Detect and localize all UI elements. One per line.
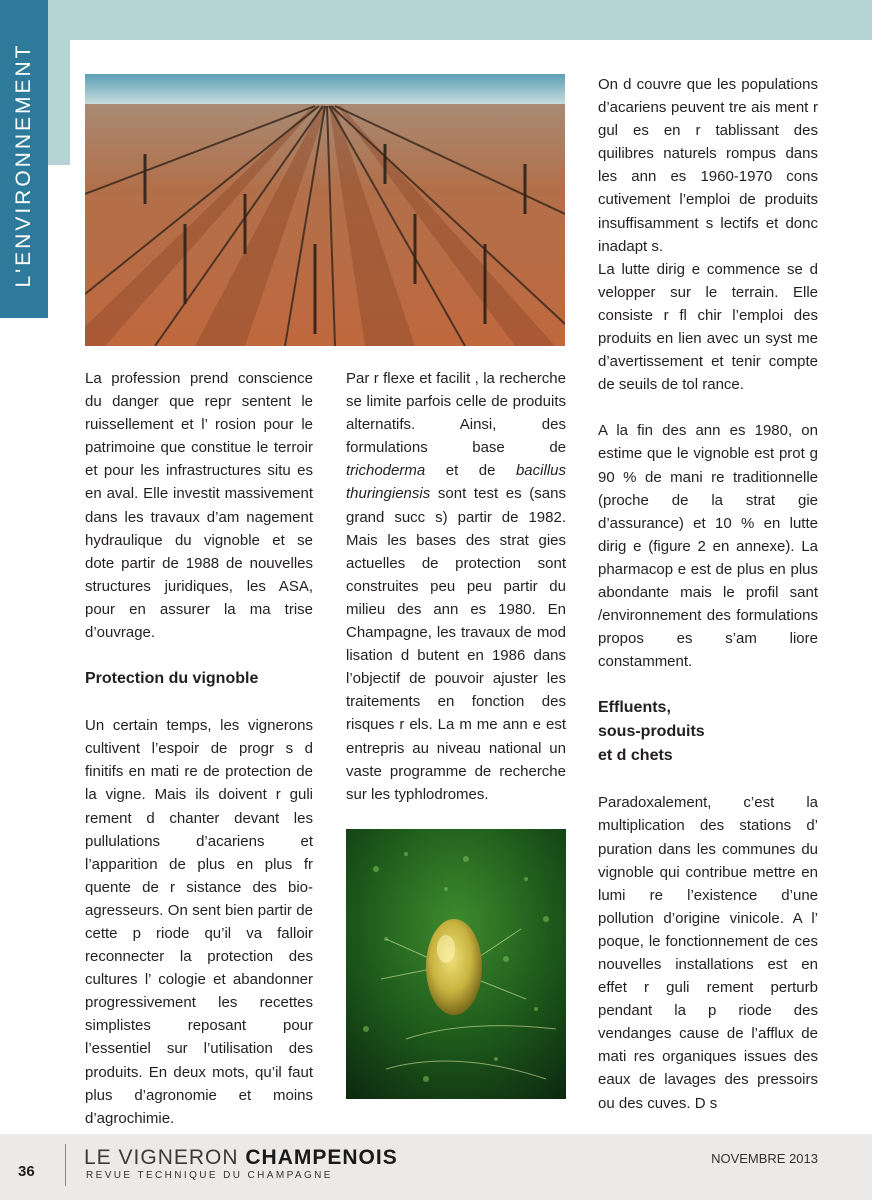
italic-term: bacillus thuringiensis bbox=[346, 462, 566, 503]
paragraph: Par r flexe et facilit , la recherche se limite parfois celle de produits alternatifs. Ainsi, des formulations base de trichoderma et de bacillus thuringiensis sont test es (sans grand succ s) partir de 1982. Mais les bases des strat gies actuelles de protection sont construites peu peu partir du milieu des ann es 1980. En Champagne, les travaux de mod lisation d butent en 1986 dans l’objectif de pouvoir ajuster les traitements en fonction des risques r els. La m me ann e est entrepris au niveau national un vaste programme de recherche sur les typhlodromes. bbox=[346, 370, 566, 803]
footer-divider bbox=[65, 1144, 66, 1186]
mite-photo bbox=[346, 829, 566, 1099]
text-column-2 bbox=[346, 367, 566, 806]
magazine-subtitle: REVUE TECHNIQUE DU CHAMPAGNE bbox=[86, 1170, 333, 1181]
text-column-3 bbox=[598, 73, 818, 1115]
text-column-1 bbox=[85, 367, 313, 1130]
paragraph: Un certain temps, les vignerons cultivent l’espoir de progr s d finitifs en mati re de protection de la vigne. Mais ils doivent r guli rement d chanter devant les pullulations d’acariens et l’apparition de plus en plus fr quente de r sistance des bio-agresseurs. On sent bien partir de cette p riode qu’il va falloir reconnecter la protection des cultures l’ cologie et abandonner progressivement les recettes simplistes reposant pour l’essentiel sur l’utilisation des produits. En deux mots, qu’il faut plus d’agronomie et moins d’agrochimie. bbox=[85, 717, 313, 1127]
section-heading-protection: Protection du vignoble bbox=[85, 670, 259, 688]
paragraph: La profession prend conscience du danger que repr sentent le ruissellement et l’ rosion pour le patrimoine que constitue le terroir et pour les infrastructures situ es en aval. Elle investit massivement dans les travaux d’am nagement hydraulique du vignoble et se dote partir de 1988 de nouvelles structures juridiques, les ASA, pour en assurer la ma trise d’ouvrage. bbox=[85, 370, 313, 642]
vineyard-photo bbox=[85, 74, 565, 346]
issue-date: NOVEMBRE 2013 bbox=[711, 1151, 818, 1166]
section-tab-accent bbox=[48, 0, 70, 165]
paragraph: A la fin des ann es 1980, on estime que le vignoble est prot g 90 % de mani re traditionnelle (proche de la strat gie d’assurance) et 10 % en lutte dirig e (figure 2 en annexe). La pharmacop e est de plus en plus abondante mais le profil sant /environnement des formulations propos es s’am liore constamment. bbox=[598, 422, 818, 671]
top-color-band bbox=[70, 0, 872, 40]
paragraph: Paradoxalement, c’est la multiplication des stations d’ puration dans les communes du vignoble qui contribue mettre en lumi re l’existence d’une pollution d’origine vinicole. A l’ poque, le fonctionnement de ces nouvelles installations est en effet r guli rement perturb pendant la p riode des vendanges cause de l’afflux de mati res organiques issues des eaux de lavages des pressoirs ou des cuves. D s bbox=[598, 794, 818, 1112]
page-number: 36 bbox=[18, 1163, 35, 1180]
section-heading-effluents: Effluents, sous-produits et d chets bbox=[598, 699, 705, 765]
section-tab bbox=[0, 0, 48, 318]
paragraph: La lutte dirig e commence se d velopper sur le terrain. Elle consiste r fl chir l’emploi des produits en lien avec un syst me d’avertissement et tenir compte de seuils de tol rance. bbox=[598, 260, 818, 394]
paragraph: On d couvre que les populations d’acariens peuvent tre ais ment r gul es en r tablissant des quilibres naturels rompus dans les ann es 1960-1970 cons cutivement l’emploi de produits insuffisamment s lectifs et donc inadapt s. bbox=[598, 76, 818, 255]
section-label: L'ENVIRONNEMENT bbox=[12, 42, 35, 288]
italic-term: trichoderma bbox=[346, 462, 426, 480]
magazine-title: LE VIGNERON CHAMPENOIS bbox=[84, 1146, 398, 1169]
